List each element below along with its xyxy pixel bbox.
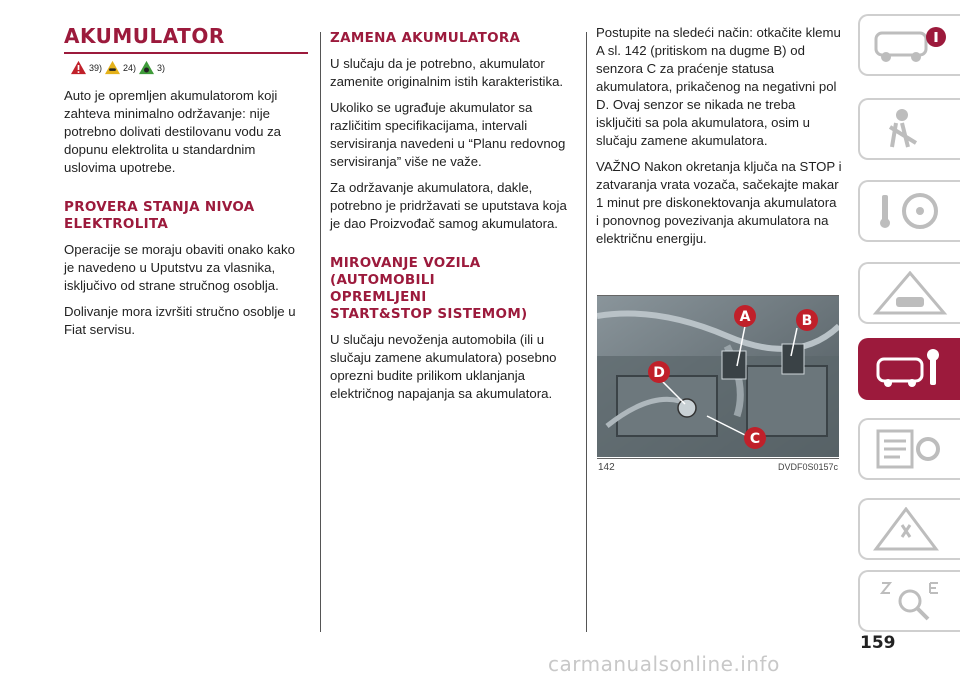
column-divider bbox=[320, 32, 321, 632]
column-divider bbox=[586, 32, 587, 632]
svg-text:C: C bbox=[749, 431, 761, 447]
warning-references bbox=[70, 60, 308, 75]
figure-code: DVDF0S0157c bbox=[777, 462, 838, 472]
tab-car-info[interactable] bbox=[858, 14, 960, 76]
airbag-seat-icon bbox=[872, 107, 948, 151]
mirovanje-paragraph-1: U slučaju nevoženja automobila (ili u slučaju zamene akumulatora) posebno oprezni budite prilikom uklanjanja električnog napajanja sa akumulatora. bbox=[330, 332, 557, 401]
tab-multimedia[interactable] bbox=[858, 498, 960, 560]
page-title: AKUMULATOR bbox=[64, 24, 225, 48]
label-b bbox=[796, 309, 818, 331]
column-middle bbox=[330, 30, 576, 411]
svg-text:B: B bbox=[801, 313, 813, 329]
battery-terminal-illustration bbox=[597, 296, 839, 457]
watermark: carmanualsonline.info bbox=[548, 652, 780, 676]
provera-paragraph-2: Dolivanje mora izvršiti stručno osoblje u Fiat servisu. bbox=[64, 304, 296, 337]
caution-triangle-icon bbox=[104, 60, 121, 75]
index-letters-icon bbox=[872, 579, 948, 623]
label-d bbox=[648, 361, 670, 383]
environment-triangle-icon bbox=[138, 60, 155, 75]
label-a bbox=[734, 305, 756, 327]
car-info-icon bbox=[872, 23, 948, 67]
car-service-wrench-icon bbox=[872, 347, 948, 391]
heading-mirovanje: MIROVANJE VOZILA (AUTOMOBILI OPREMLJENI START&STOP SISTEMOM) bbox=[330, 255, 528, 322]
multimedia-warning-icon bbox=[872, 507, 948, 551]
heading-provera: PROVERA STANJA NIVOA ELEKTROLITA bbox=[64, 199, 255, 232]
zamena-paragraph-1: U slučaju da je potrebno, akumulator zamenite originalnim istih karakteristika. bbox=[330, 56, 564, 89]
specs-gear-icon bbox=[872, 427, 948, 471]
zamena-paragraph-2: Ukoliko se ugrađuje akumulator sa različitim specifikacijama, intervali servisiranja navedeni u “Planu redovnog servisiranja” više ne važe. bbox=[330, 100, 566, 169]
tab-safety[interactable] bbox=[858, 98, 960, 160]
tab-driving[interactable] bbox=[858, 180, 960, 242]
tab-maintenance[interactable] bbox=[858, 338, 960, 400]
tab-index[interactable] bbox=[858, 570, 960, 632]
col3-paragraph-2: VAŽNO Nakon okretanja ključa na STOP i zatvaranja vrata vozača, sačekajte makar 1 minut pre diskonektovanja akumulatora i ponovnog povezivanja akumulatora na električnu energiju. bbox=[596, 159, 842, 246]
intro-paragraph: Auto je opremljen akumulatorom koji zahteva minimalno održavanje: nije potrebno dolivati destilovanu vodu za dopunu elektrolita u standardnim uslovima upotrebe. bbox=[64, 88, 282, 175]
tab-technical-data[interactable] bbox=[858, 418, 960, 480]
warning-ref-3[interactable]: 3) bbox=[157, 62, 166, 73]
steering-key-icon bbox=[872, 189, 948, 233]
warning-car-icon bbox=[872, 271, 948, 315]
heading-zamena: ZAMENA AKUMULATORA bbox=[330, 30, 521, 46]
column-right bbox=[596, 24, 842, 256]
warning-ref-1[interactable]: 39) bbox=[89, 62, 103, 73]
column-left bbox=[64, 20, 308, 347]
col3-paragraph-1: Postupite na sledeći način: otkačite klemu A sl. 142 (pritiskom na dugme B) od senzora C za praćenje statusa akumulatora, prikačenog na negativni pol D. Ovaj senzor se nikada ne treba isključiti sa pola akumulatora, osim u slučaju zamene akumulatora. bbox=[596, 25, 841, 148]
danger-triangle-icon bbox=[70, 60, 87, 75]
label-c bbox=[744, 427, 766, 449]
figure-battery-photo bbox=[597, 296, 839, 457]
page-number: 159 bbox=[860, 633, 896, 653]
warning-ref-2[interactable]: 24) bbox=[123, 62, 137, 73]
figure-number: 142 bbox=[598, 462, 615, 473]
figure-bottom-rule bbox=[597, 458, 839, 459]
title-rule bbox=[64, 52, 308, 54]
figure-caption bbox=[598, 462, 838, 473]
provera-paragraph-1: Operacije se moraju obaviti onako kako je navedeno u Uputstvu za vlasnika, isključivo od strane stručnog osoblja. bbox=[64, 242, 295, 293]
tab-emergency[interactable] bbox=[858, 262, 960, 324]
svg-text:D: D bbox=[653, 365, 665, 381]
svg-text:A: A bbox=[739, 309, 751, 325]
zamena-paragraph-3: Za održavanje akumulatora, dakle, potrebno je pridržavati se uputstava koja je dao Proizvođač samog akumulatora. bbox=[330, 180, 567, 231]
